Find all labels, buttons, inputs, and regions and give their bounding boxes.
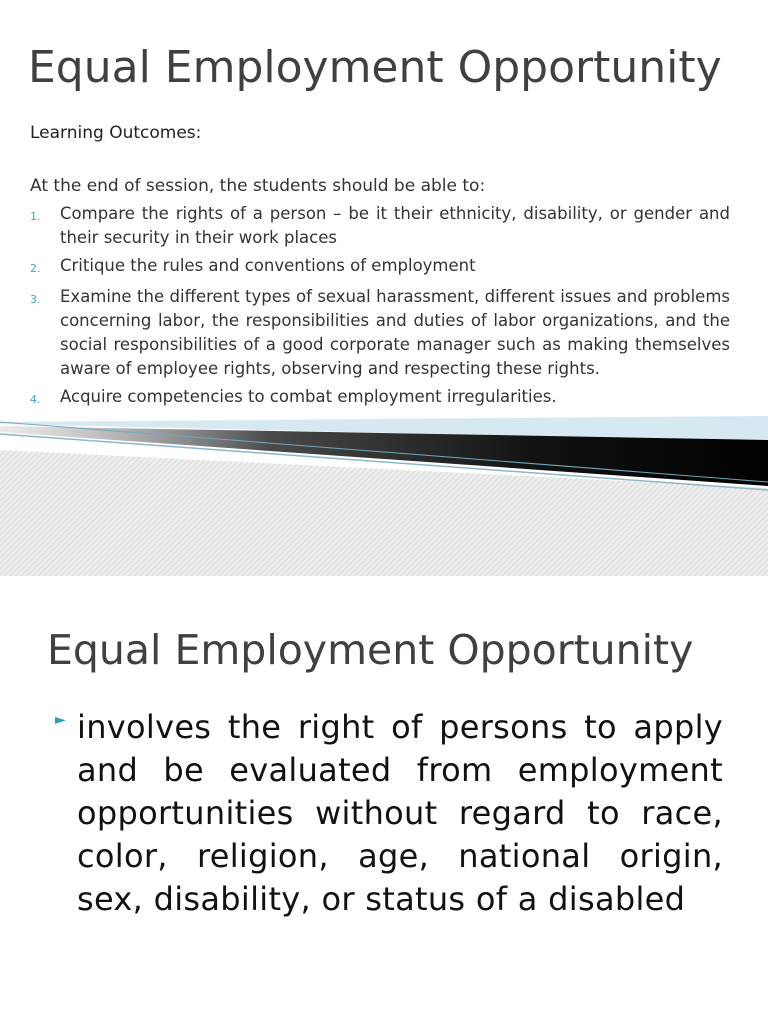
list-item: [30, 285, 730, 381]
triangle-bullet-icon: ►: [55, 712, 66, 728]
slide-definition: [0, 592, 768, 1024]
list-number: 1.: [30, 210, 41, 223]
list-number: 4.: [30, 393, 41, 406]
list-item: [30, 202, 730, 250]
list-item-text: Examine the different types of sexual harassment, different issues and problems concerning labor, the responsibilities and duties of labor organizations, and the social responsibilities of a good corporate manager such as making themselves aware of employee rights, observing and respecting these rights.: [60, 287, 730, 378]
list-item: [30, 254, 730, 281]
intro-text: At the end of session, the students should be able to:: [30, 176, 486, 196]
list-item-text: Critique the rules and conventions of employment: [60, 256, 476, 275]
decorative-banner: [0, 410, 768, 576]
list-item-text: Compare the rights of a person – be it their ethnicity, disability, or gender and their security in their work places: [60, 204, 730, 247]
bullet-text: involves the right of persons to apply and be evaluated from employment opportunities without regard to race, color, religion, age, national origin, sex, disability, or status of a disabled: [77, 708, 723, 918]
slide-title: Equal Employment Opportunity: [28, 42, 722, 93]
list-item-text: Acquire competencies to combat employment irregularities.: [60, 387, 557, 406]
list-item: [30, 385, 730, 412]
slide-gap: [0, 576, 768, 592]
outcomes-list: [30, 202, 730, 416]
list-number: 3.: [30, 293, 41, 306]
bullet-point: [55, 706, 723, 921]
slide-title: Equal Employment Opportunity: [47, 626, 694, 674]
list-number: 2.: [30, 262, 41, 275]
learning-outcomes-heading: Learning Outcomes:: [30, 123, 202, 143]
